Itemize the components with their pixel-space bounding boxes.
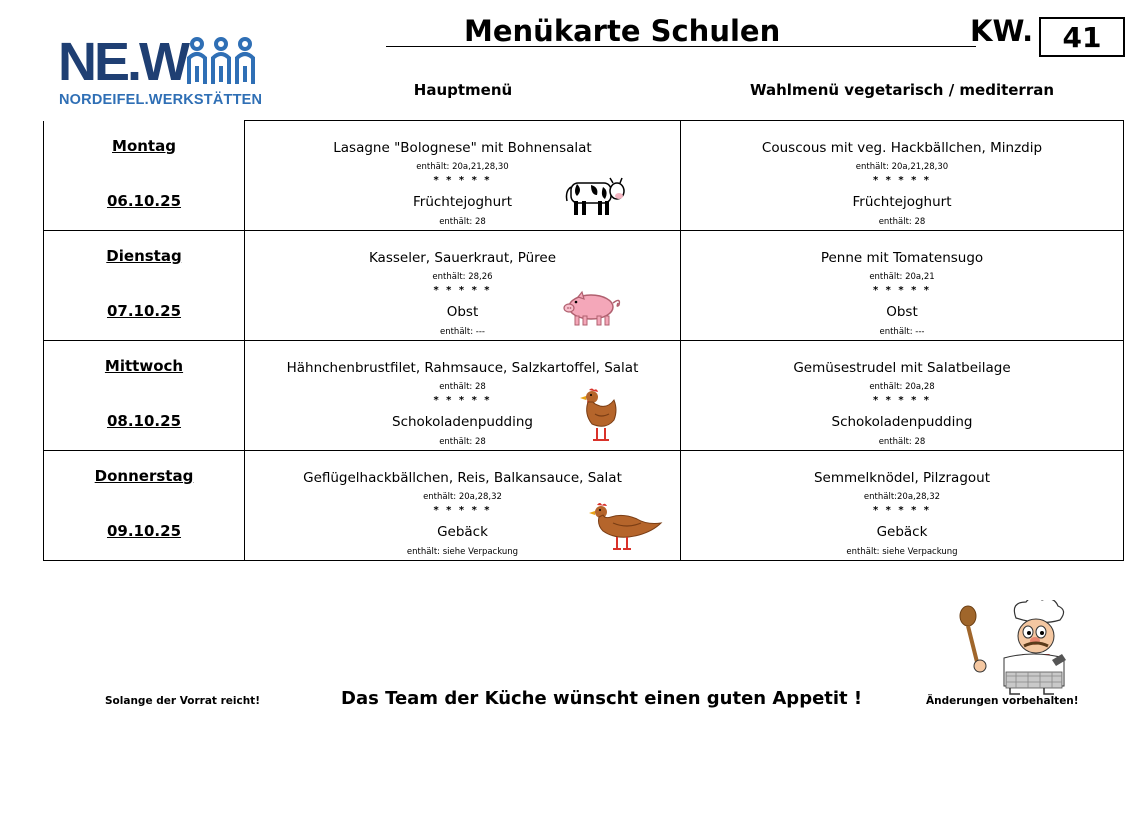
dish: Geflügelhackbällchen, Reis, Balkansauce, Salat <box>303 470 622 486</box>
day-label: Mittwoch <box>104 357 184 375</box>
date-label: 09.10.25 <box>106 522 182 540</box>
date-label: 06.10.25 <box>106 191 182 210</box>
menu-table <box>43 120 1124 561</box>
footer-left-note: Solange der Vorrat reicht! <box>105 695 260 707</box>
cow-icon <box>563 175 625 219</box>
alt-menu-cell <box>681 231 1124 341</box>
footer-greeting: Das Team der Küche wünscht einen guten Appetit ! <box>341 688 863 709</box>
day-label: Donnerstag <box>94 467 194 485</box>
allergens: enthält: 20a,28,32 <box>423 492 502 502</box>
separator-stars: * * * * * <box>433 395 492 406</box>
footer-right-note: Änderungen vorbehalten! <box>926 695 1079 707</box>
logo-subtitle: NORDEIFEL.WERKSTÄTTEN <box>59 92 263 108</box>
dessert: Gebäck <box>437 524 488 540</box>
allergens: enthält: 20a,21,28,30 <box>416 162 509 172</box>
allergens: enthält: 20a,21,28,30 <box>855 162 949 172</box>
main-menu-cell <box>245 341 681 451</box>
column-header-alt: Wahlmenü vegetarisch / mediterran <box>749 81 1055 99</box>
alt-menu-cell <box>681 451 1124 561</box>
dessert: Schokoladenpudding <box>392 414 533 430</box>
dish: Couscous mit veg. Hackbällchen, Minzdip <box>761 140 1043 156</box>
day-label: Montag <box>112 136 176 155</box>
dessert: Schokoladenpudding <box>831 414 973 430</box>
dessert-allergens: enthält: 28 <box>439 437 486 447</box>
dish: Lasagne "Bolognese" mit Bohnensalat <box>333 140 592 156</box>
alt-menu-cell <box>681 341 1124 451</box>
title-bar <box>386 12 976 47</box>
dish: Gemüsestrudel mit Salatbeilage <box>793 360 1011 376</box>
separator-stars: * * * * * <box>433 285 492 296</box>
day-cell <box>44 231 245 341</box>
table-row <box>44 341 1124 451</box>
allergens: enthält: 20a,21 <box>869 272 935 282</box>
main-menu-cell <box>245 231 681 341</box>
column-header-main: Hauptmenü <box>413 81 513 99</box>
dessert-allergens: enthält: --- <box>439 327 485 337</box>
separator-stars: * * * * * <box>872 175 932 186</box>
allergens: enthält: 20a,28 <box>869 382 935 392</box>
allergens: enthält:20a,28,32 <box>863 492 941 502</box>
logo-mark: NE.W <box>58 32 187 92</box>
day-cell <box>44 121 245 231</box>
dish: Kasseler, Sauerkraut, Püree <box>368 250 557 266</box>
day-label: Dienstag <box>106 247 182 265</box>
main-menu-cell <box>245 451 681 561</box>
kw-label: KW. <box>970 14 1034 48</box>
table-row <box>44 121 1124 231</box>
dessert: Obst <box>886 304 918 320</box>
logo <box>58 32 263 114</box>
separator-stars: * * * * * <box>433 505 492 516</box>
kw-number: 41 <box>1039 17 1125 57</box>
dish: Hähnchenbrustfilet, Rahmsauce, Salzkartoffel, Salat <box>286 360 639 376</box>
day-cell <box>44 341 245 451</box>
chef-icon <box>944 600 1068 698</box>
dessert-allergens: enthält: 28 <box>878 217 926 227</box>
separator-stars: * * * * * <box>872 505 932 516</box>
pig-icon <box>561 289 625 329</box>
dessert: Obst <box>446 304 479 320</box>
dessert-allergens: enthält: 28 <box>878 437 926 447</box>
dessert: Gebäck <box>876 524 928 540</box>
dessert: Früchtejoghurt <box>852 194 952 210</box>
table-row <box>44 451 1124 561</box>
main-menu-cell <box>245 121 681 231</box>
table-row <box>44 231 1124 341</box>
dessert: Früchtejoghurt <box>412 194 512 210</box>
page-title: Menükarte Schulen <box>464 14 781 48</box>
dessert-allergens: enthält: 28 <box>439 217 486 227</box>
day-cell <box>44 451 245 561</box>
alt-menu-cell <box>681 121 1124 231</box>
dish: Penne mit Tomatensugo <box>820 250 984 266</box>
date-label: 08.10.25 <box>106 412 182 430</box>
allergens: enthält: 28,26 <box>432 272 493 282</box>
dessert-allergens: enthält: siehe Verpackung <box>406 547 519 557</box>
separator-stars: * * * * * <box>433 175 492 186</box>
allergens: enthält: 28 <box>439 382 486 392</box>
chicken-icon <box>575 386 621 444</box>
dessert-allergens: enthält: --- <box>879 327 925 337</box>
separator-stars: * * * * * <box>872 395 932 406</box>
dish: Semmelknödel, Pilzragout <box>813 470 990 486</box>
poultry-icon <box>587 499 665 555</box>
separator-stars: * * * * * <box>872 285 932 296</box>
date-label: 07.10.25 <box>106 302 182 320</box>
dessert-allergens: enthält: siehe Verpackung <box>846 547 958 557</box>
